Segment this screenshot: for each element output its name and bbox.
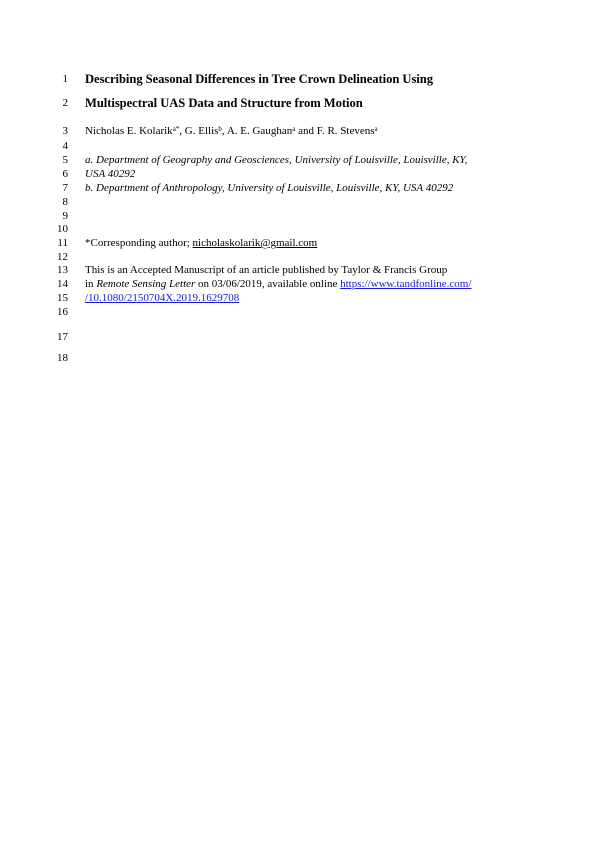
line-number: 15 xyxy=(57,292,68,304)
affiliation-marker: a xyxy=(292,125,296,133)
line-number: 6 xyxy=(62,168,68,180)
author-name: F. R. Stevens xyxy=(316,125,375,137)
line-number: 3 xyxy=(62,125,68,137)
separator: and xyxy=(295,125,317,137)
line-number: 4 xyxy=(62,140,68,152)
line-number: 1 xyxy=(62,73,68,85)
line-number: 14 xyxy=(57,278,68,290)
line-number: 12 xyxy=(57,251,68,263)
manuscript-note-continued xyxy=(85,277,471,292)
doi-link-part-1[interactable]: https://www.tandfonline.com/ xyxy=(340,278,472,290)
manuscript-note: This is an Accepted Manuscript of an article published by Taylor & Francis Group xyxy=(85,264,448,276)
corresponding-label: *Corresponding author; xyxy=(85,237,193,249)
line-number: 10 xyxy=(57,223,68,235)
paper-title-part-2: Multispectral UAS Data and Structure from Motion xyxy=(85,96,363,110)
separator: , xyxy=(221,125,227,137)
affiliation-a-continued: USA 40292 xyxy=(85,168,136,180)
affiliation-marker: b xyxy=(218,125,222,133)
line-number: 11 xyxy=(57,237,68,249)
text-fragment: in xyxy=(85,278,97,290)
manuscript-note-link-line xyxy=(85,291,239,306)
corresponding-email-link[interactable]: nicholaskolarik@gmail.com xyxy=(192,237,318,249)
paper-title-part-1: Describing Seasonal Differences in Tree Crown Delineation Using xyxy=(85,72,433,86)
separator: , xyxy=(179,125,185,137)
doi-link-part-2[interactable]: /10.1080/2150704X.2019.1629708 xyxy=(85,292,240,304)
affiliation-marker: a xyxy=(374,125,378,133)
affiliation-b: b. Department of Anthropology, University of Louisville, Louisville, KY, USA 40292 xyxy=(85,182,454,194)
author-name: A. E. Gaughan xyxy=(226,125,293,137)
journal-name: Remote Sensing Letter xyxy=(96,278,196,290)
affiliation-marker: a* xyxy=(172,125,180,133)
line-number: 17 xyxy=(57,331,68,343)
author-name: Nicholas E. Kolarik xyxy=(85,125,173,137)
corresponding-author xyxy=(85,236,317,251)
line-number: 18 xyxy=(57,352,68,364)
text-fragment: on 03/06/2019, available online xyxy=(195,278,341,290)
line-number: 8 xyxy=(62,196,68,208)
line-number: 2 xyxy=(62,97,68,109)
affiliation-a: a. Department of Geography and Geosciences, University of Louisville, Louisville, KY, xyxy=(85,154,468,166)
line-number: 9 xyxy=(62,210,68,222)
line-number: 7 xyxy=(62,182,68,194)
author-name: G. Ellis xyxy=(184,125,219,137)
author-list xyxy=(85,124,378,139)
line-number: 13 xyxy=(57,264,68,276)
line-number: 16 xyxy=(57,306,68,318)
line-number: 5 xyxy=(62,154,68,166)
